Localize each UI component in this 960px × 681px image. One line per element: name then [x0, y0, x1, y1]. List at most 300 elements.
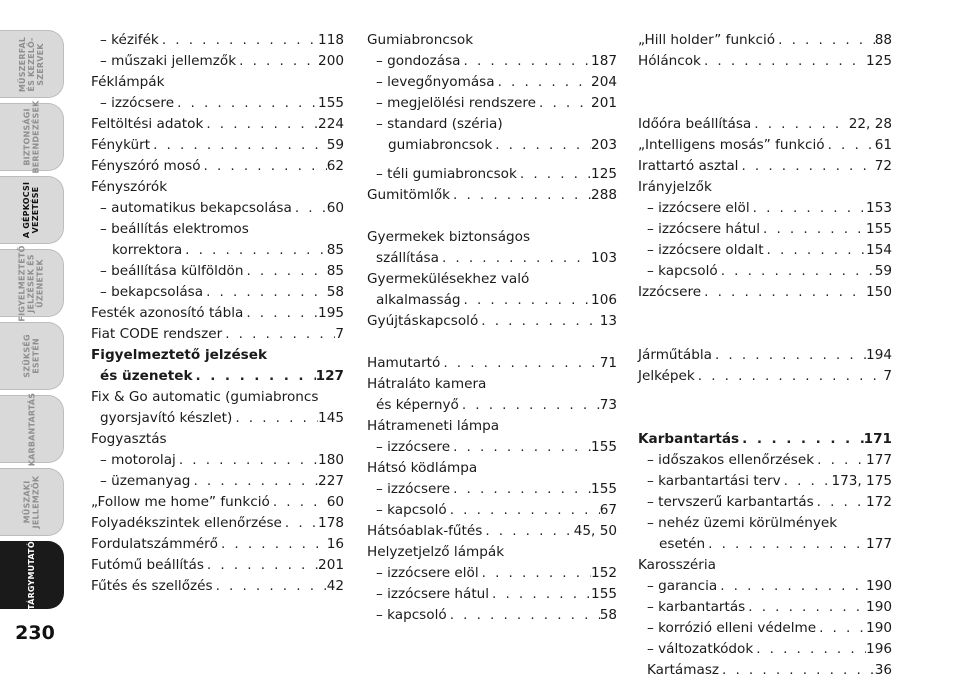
side-tab-2[interactable] — [0, 100, 64, 174]
leader-dots — [213, 576, 327, 597]
index-entry — [367, 395, 617, 416]
entry-page: 187 — [591, 53, 617, 69]
index-entry — [638, 639, 892, 660]
entry-label: – garancia — [647, 578, 718, 594]
entry-label: – izzócsere hátul — [376, 586, 490, 602]
index-entry — [91, 324, 344, 345]
side-tab-label: MŰSZERFAL ÉS KEZELŐ- SZERVEK — [18, 36, 45, 92]
entry-label: – változatkódok — [647, 641, 754, 657]
entry-label: Festék azonosító tábla — [91, 305, 244, 321]
side-tab-bar — [0, 30, 70, 614]
leader-dots — [203, 114, 318, 135]
index-column-3 — [638, 30, 892, 681]
entry-page: 72 — [874, 158, 892, 174]
entry-label: – tervszerű karbantartás — [647, 494, 814, 510]
entry-page: 58 — [326, 284, 344, 300]
leader-dots — [193, 366, 316, 387]
entry-page: 62 — [326, 158, 344, 174]
index-entry — [638, 198, 892, 219]
index-entry — [638, 471, 892, 492]
entry-page: 224 — [318, 116, 344, 132]
index-entry — [91, 303, 344, 324]
entry-page: 190 — [866, 599, 892, 615]
index-heading — [638, 513, 892, 534]
entry-label: Futómű beállítás — [91, 557, 204, 573]
side-tab-label: FIGYELMEZTETŐ JELZÉSEK ÉS ÜZENETEK — [18, 244, 46, 322]
index-heading — [91, 387, 344, 408]
index-entry — [367, 185, 617, 206]
index-heading — [91, 219, 344, 240]
index-entry — [367, 311, 617, 332]
entry-label: szállítása — [376, 250, 439, 266]
entry-page: 85 — [326, 263, 344, 279]
entry-label: – kapcsoló — [647, 263, 718, 279]
index-entry — [367, 353, 617, 374]
index-entry — [638, 156, 892, 177]
index-entry — [367, 479, 617, 500]
index-heading — [367, 458, 617, 479]
entry-page: 73 — [599, 397, 617, 413]
entry-page: 155 — [866, 221, 892, 237]
index-entry — [91, 366, 344, 387]
entry-page: 178 — [318, 515, 344, 531]
index-entry — [367, 51, 617, 72]
entry-page: 177 — [866, 536, 892, 552]
entry-label: – időszakos ellenőrzések — [647, 452, 815, 468]
spacer — [638, 408, 892, 429]
leader-dots — [218, 534, 327, 555]
leader-dots — [816, 618, 866, 639]
entry-label: Hátsóablak-fűtés — [367, 523, 483, 539]
leader-dots — [450, 185, 591, 206]
leader-dots — [482, 521, 573, 542]
entry-label: Hátrameneti lámpa — [367, 418, 500, 434]
index-heading — [638, 177, 892, 198]
entry-label: – izzócsere — [376, 439, 451, 455]
entry-page: 190 — [866, 620, 892, 636]
leader-dots — [825, 135, 875, 156]
index-entry — [367, 521, 617, 542]
index-heading — [367, 227, 617, 248]
leader-dots — [701, 282, 866, 303]
index-entry — [638, 282, 892, 303]
index-entry — [638, 660, 892, 681]
entry-label: – téli gumiabroncsok — [376, 166, 517, 182]
leader-dots — [739, 429, 863, 450]
leader-dots — [176, 450, 318, 471]
leader-dots — [489, 584, 591, 605]
side-tab-7[interactable] — [0, 468, 64, 536]
entry-page: 204 — [591, 74, 617, 90]
entry-label: – izzócsere elöl — [376, 565, 479, 581]
index-entry — [638, 492, 892, 513]
side-tab-1[interactable] — [0, 30, 64, 98]
leader-dots — [719, 660, 875, 681]
index-entry — [638, 429, 892, 450]
entry-label: Időóra beállítása — [638, 116, 752, 132]
entry-label: – kézifék — [100, 32, 159, 48]
index-entry — [367, 248, 617, 269]
entry-label: Irattartó asztal — [638, 158, 739, 174]
entry-page: 200 — [318, 53, 344, 69]
entry-label: Fényszóró mosó — [91, 158, 201, 174]
leader-dots — [461, 51, 592, 72]
index-entry — [367, 437, 617, 458]
entry-page: 154 — [866, 242, 892, 258]
entry-page: 203 — [591, 137, 617, 153]
entry-label: – beállítása külföldön — [100, 263, 244, 279]
entry-page: 71 — [599, 355, 617, 371]
leader-dots — [182, 240, 327, 261]
entry-page: 60 — [326, 200, 344, 216]
entry-page: 155 — [318, 95, 344, 111]
entry-label: Fix & Go automatic (gumiabroncs — [91, 389, 319, 405]
leader-dots — [159, 30, 318, 51]
index-entry — [638, 219, 892, 240]
leader-dots — [814, 450, 866, 471]
index-entry — [91, 51, 344, 72]
index-entry — [638, 240, 892, 261]
spacer — [638, 303, 892, 324]
entry-label: – motorolaj — [100, 452, 176, 468]
index-entry — [367, 605, 617, 626]
entry-label: gyorsjavító készlet) — [100, 410, 233, 426]
spacer — [367, 206, 617, 227]
entry-label: Gyújtáskapcsoló — [367, 313, 479, 329]
entry-page: 227 — [318, 473, 344, 489]
entry-page: 88 — [874, 32, 892, 48]
leader-dots — [243, 303, 318, 324]
page-number: 230 — [15, 622, 55, 644]
leader-dots — [781, 471, 832, 492]
leader-dots — [439, 248, 591, 269]
index-entry — [367, 563, 617, 584]
leader-dots — [232, 408, 318, 429]
index-heading — [638, 555, 892, 576]
entry-page: 145 — [318, 410, 344, 426]
index-entry — [91, 471, 344, 492]
entry-label: esetén — [659, 536, 706, 552]
index-column-1 — [91, 30, 344, 597]
index-heading — [367, 542, 617, 563]
leader-dots — [753, 639, 866, 660]
leader-dots — [814, 492, 866, 513]
leader-dots — [461, 290, 592, 311]
index-heading — [91, 72, 344, 93]
entry-label: „Follow me home” funkció — [91, 494, 270, 510]
index-entry — [91, 408, 344, 429]
index-heading — [91, 345, 344, 366]
entry-page: 180 — [318, 452, 344, 468]
entry-label: – levegőnyomása — [376, 74, 495, 90]
entry-page: 45, 50 — [573, 523, 617, 539]
leader-dots — [750, 198, 866, 219]
spacer — [367, 156, 617, 164]
leader-dots — [536, 93, 591, 114]
leader-dots — [292, 198, 327, 219]
leader-dots — [479, 563, 591, 584]
entry-label: – korrózió elleni védelme — [647, 620, 817, 636]
entry-page: 58 — [599, 607, 617, 623]
side-tab-label: A GÉPKOCSI VEZETÉSE — [22, 181, 41, 239]
index-heading — [367, 416, 617, 437]
entry-page: 103 — [591, 250, 617, 266]
spacer — [638, 72, 892, 93]
entry-label: Feltöltési adatok — [91, 116, 204, 132]
index-entry — [91, 555, 344, 576]
leader-dots — [204, 555, 318, 576]
side-tab-5[interactable] — [0, 322, 64, 390]
index-heading — [367, 374, 617, 395]
entry-label: – megjelölési rendszere — [376, 95, 537, 111]
index-entry — [91, 198, 344, 219]
side-tab-3[interactable] — [0, 176, 64, 244]
index-entry — [638, 618, 892, 639]
entry-page: 172 — [866, 494, 892, 510]
entry-label: Gumitömlők — [367, 187, 451, 203]
entry-label: Hátsó ködlámpa — [367, 460, 478, 476]
index-entry — [638, 345, 892, 366]
entry-label: Gyermekek biztonságos — [367, 229, 531, 245]
leader-dots — [717, 576, 866, 597]
entry-label: alkalmasság — [376, 292, 461, 308]
entry-label: – beállítás elektromos — [100, 221, 249, 237]
leader-dots — [701, 51, 866, 72]
index-entry — [638, 450, 892, 471]
index-column-2 — [367, 30, 617, 626]
entry-label: – automatikus bekapcsolása — [100, 200, 292, 216]
side-tab-label: MŰSZAKI JELLEMZŐK — [22, 475, 41, 529]
entry-page: 288 — [591, 187, 617, 203]
entry-page: 127 — [315, 368, 344, 384]
entry-page: 177 — [866, 452, 892, 468]
index-entry — [638, 366, 892, 387]
index-entry — [91, 240, 344, 261]
index-entry — [638, 597, 892, 618]
entry-page: 59 — [874, 263, 892, 279]
index-entry — [91, 576, 344, 597]
entry-page: 152 — [591, 565, 617, 581]
leader-dots — [695, 366, 884, 387]
entry-label: Fordulatszámmérő — [91, 536, 218, 552]
index-entry — [638, 51, 892, 72]
entry-page: 61 — [874, 137, 892, 153]
index-entry — [367, 164, 617, 185]
leader-dots — [764, 240, 867, 261]
entry-label: Gyermekülésekhez való — [367, 271, 530, 287]
index-entry — [91, 156, 344, 177]
index-entry — [367, 72, 617, 93]
index-heading — [367, 269, 617, 290]
entry-page: 7 — [883, 368, 892, 384]
entry-label: – bekapcsolása — [100, 284, 204, 300]
leader-dots — [243, 261, 326, 282]
entry-label: Hamutartó — [367, 355, 441, 371]
entry-page: 171 — [863, 431, 892, 447]
entry-page: 125 — [591, 166, 617, 182]
index-entry — [91, 261, 344, 282]
leader-dots — [495, 72, 591, 93]
entry-label: – kapcsoló — [376, 607, 447, 623]
index-entry — [638, 114, 892, 135]
entry-label: Karbantartás — [638, 431, 740, 447]
leader-dots — [712, 345, 866, 366]
entry-page: 36 — [874, 662, 892, 678]
leader-dots — [775, 30, 875, 51]
leader-dots — [150, 135, 327, 156]
leader-dots — [705, 534, 866, 555]
entry-page: 155 — [591, 439, 617, 455]
entry-label: és üzenetek — [100, 368, 193, 384]
index-entry — [367, 93, 617, 114]
entry-label: Gumiabroncsok — [367, 32, 474, 48]
leader-dots — [718, 261, 875, 282]
entry-page: 190 — [866, 578, 892, 594]
spacer — [367, 332, 617, 353]
entry-page: 22, 28 — [848, 116, 892, 132]
spacer — [638, 387, 892, 408]
spacer — [638, 324, 892, 345]
entry-label: és képernyő — [376, 397, 459, 413]
entry-label: Fényszórók — [91, 179, 168, 195]
leader-dots — [190, 471, 318, 492]
entry-page: 196 — [866, 641, 892, 657]
entry-page: 85 — [326, 242, 344, 258]
entry-label: Járműtábla — [638, 347, 712, 363]
leader-dots — [478, 311, 599, 332]
leader-dots — [745, 597, 866, 618]
leader-dots — [492, 135, 591, 156]
side-tab-6[interactable] — [0, 392, 64, 466]
entry-page: 195 — [318, 305, 344, 321]
index-entry — [91, 534, 344, 555]
entry-page: 155 — [591, 586, 617, 602]
index-entry — [91, 114, 344, 135]
index-entry — [91, 513, 344, 534]
entry-label: Fűtés és szellőzés — [91, 578, 213, 594]
entry-label: – műszaki jellemzők — [100, 53, 237, 69]
leader-dots — [201, 156, 327, 177]
entry-label: – izzócsere oldalt — [647, 242, 764, 258]
entry-page: 42 — [326, 578, 344, 594]
entry-page: 7 — [335, 326, 344, 342]
index-entry — [638, 30, 892, 51]
side-tab-label: SZÜKSÉG ESETÉN — [22, 334, 41, 378]
leader-dots — [440, 353, 599, 374]
entry-label: Fiat CODE rendszer — [91, 326, 223, 342]
entry-label: Kartámasz — [647, 662, 720, 678]
entry-page: 125 — [866, 53, 892, 69]
entry-label: – izzócsere elöl — [647, 200, 750, 216]
entry-label: Izzócsere — [638, 284, 702, 300]
entry-page: 67 — [599, 502, 617, 518]
entry-label: Helyzetjelző lámpák — [367, 544, 505, 560]
leader-dots — [517, 164, 591, 185]
entry-label: Figyelmeztető jelzések — [91, 347, 268, 363]
entry-label: – nehéz üzemi körülmények — [647, 515, 838, 531]
entry-label: Hátraláto kamera — [367, 376, 487, 392]
index-entry — [638, 534, 892, 555]
entry-page: 150 — [866, 284, 892, 300]
index-heading — [367, 30, 617, 51]
side-tab-label: TÁRGYMUTATÓ — [27, 540, 37, 610]
index-heading — [91, 177, 344, 198]
leader-dots — [447, 605, 600, 626]
entry-page: 13 — [599, 313, 617, 329]
entry-label: korrektora — [112, 242, 183, 258]
entry-label: Karosszéria — [638, 557, 716, 573]
leader-dots — [751, 114, 849, 135]
index-entry — [91, 450, 344, 471]
entry-label: – standard (széria) — [376, 116, 503, 132]
entry-page: 16 — [326, 536, 344, 552]
entry-page: 155 — [591, 481, 617, 497]
leader-dots — [450, 479, 591, 500]
leader-dots — [236, 51, 318, 72]
leader-dots — [450, 437, 591, 458]
entry-label: – gondozása — [376, 53, 461, 69]
entry-label: – izzócsere — [100, 95, 175, 111]
entry-label: Folyadékszintek ellenőrzése — [91, 515, 282, 531]
entry-label: – kapcsoló — [376, 502, 447, 518]
index-entry — [91, 282, 344, 303]
index-entry — [91, 135, 344, 156]
entry-label: Féklámpák — [91, 74, 165, 90]
entry-page: 201 — [591, 95, 617, 111]
index-heading — [367, 114, 617, 135]
leader-dots — [222, 324, 335, 345]
index-heading — [91, 429, 344, 450]
leader-dots — [174, 93, 318, 114]
entry-label: Fénykürt — [91, 137, 151, 153]
entry-page: 153 — [866, 200, 892, 216]
entry-label: Irányjelzők — [638, 179, 712, 195]
side-tab-8[interactable] — [0, 541, 64, 609]
entry-label: Hóláncok — [638, 53, 701, 69]
side-tab-4[interactable] — [0, 244, 64, 322]
index-entry — [367, 135, 617, 156]
entry-label: – karbantartás — [647, 599, 746, 615]
entry-page: 201 — [318, 557, 344, 573]
side-tab-label: BIZTONSÁGI BERENDEZÉSEK — [22, 100, 41, 174]
index-entry — [638, 261, 892, 282]
entry-label: – izzócsere hátul — [647, 221, 761, 237]
index-entry — [638, 135, 892, 156]
entry-page: 106 — [591, 292, 617, 308]
entry-page: 60 — [326, 494, 344, 510]
entry-label: – izzócsere — [376, 481, 451, 497]
spacer — [638, 93, 892, 114]
index-entry — [638, 576, 892, 597]
leader-dots — [282, 513, 318, 534]
entry-page: 118 — [318, 32, 344, 48]
leader-dots — [738, 156, 874, 177]
index-entry — [367, 290, 617, 311]
entry-label: Jelképek — [638, 368, 695, 384]
index-entry — [91, 492, 344, 513]
entry-label: Fogyasztás — [91, 431, 167, 447]
side-tab-label: KARBANTARTÁS — [27, 392, 36, 466]
leader-dots — [203, 282, 327, 303]
leader-dots — [447, 500, 600, 521]
index-entry — [367, 584, 617, 605]
entry-page: 59 — [326, 137, 344, 153]
entry-page: 194 — [866, 347, 892, 363]
entry-label: gumiabroncsok — [388, 137, 493, 153]
index-entry — [91, 93, 344, 114]
leader-dots — [270, 492, 327, 513]
index-entry — [91, 30, 344, 51]
